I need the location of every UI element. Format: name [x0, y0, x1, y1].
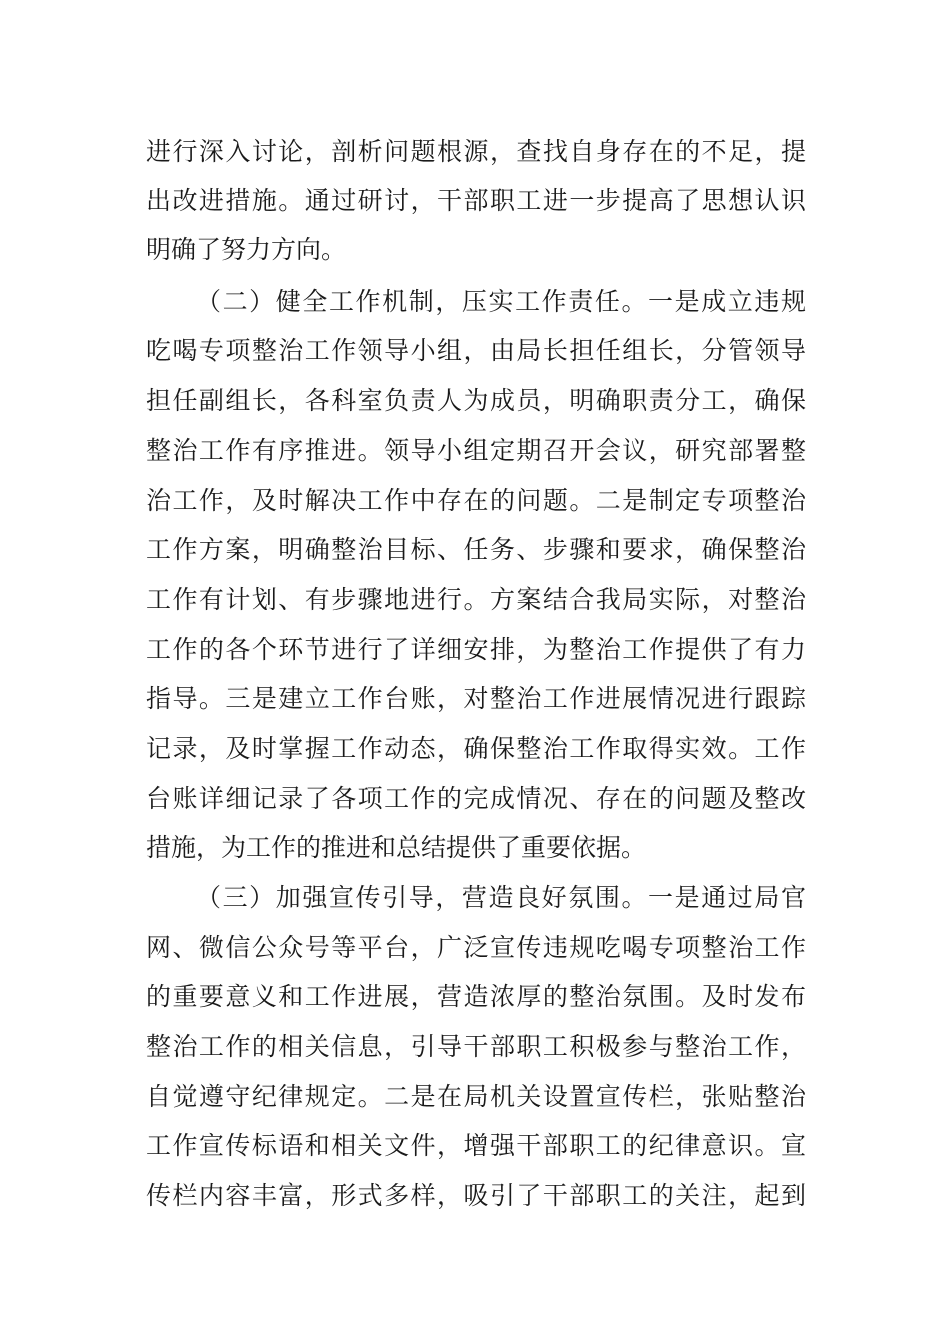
text-line: 记录，及时掌握工作动态，确保整治工作取得实效。工作 [146, 734, 806, 763]
text-line: 治工作，及时解决工作中存在的问题。二是制定专项整治 [146, 486, 806, 515]
text-line: 明确了努力方向。 [146, 235, 347, 264]
text-line: 传栏内容丰富，形式多样，吸引了干部职工的关注，起到 [146, 1181, 806, 1210]
text-line: 吃喝专项整治工作领导小组，由局长担任组长，分管领导 [146, 336, 806, 365]
text-line: 措施，为工作的推进和总结提供了重要依据。 [146, 833, 647, 862]
text-line: 整治工作有序推进。领导小组定期召开会议，研究部署整 [146, 436, 806, 465]
text-line: 指导。三是建立工作台账，对整治工作进展情况进行跟踪 [146, 684, 806, 713]
text-line: 整治工作的相关信息，引导干部职工积极参与整治工作， [146, 1032, 806, 1061]
text-line: 工作有计划、有步骤地进行。方案结合我局实际，对整治 [146, 585, 806, 614]
text-line: 进行深入讨论，剖析问题根源，查找自身存在的不足，提 [146, 137, 806, 166]
text-line: 出改进措施。通过研讨，干部职工进一步提高了思想认识 [146, 186, 806, 215]
text-line: 的重要意义和工作进展，营造浓厚的整治氛围。及时发布 [146, 982, 806, 1011]
section-heading-line: （二）健全工作机制，压实工作责任。一是成立违规 [196, 287, 806, 316]
text-line: 工作方案，明确整治目标、任务、步骤和要求，确保整治 [146, 535, 806, 564]
text-line: 台账详细记录了各项工作的完成情况、存在的问题及整改 [146, 784, 806, 813]
text-line: 自觉遵守纪律规定。二是在局机关设置宣传栏，张贴整治 [146, 1082, 806, 1111]
text-line: 担任副组长，各科室负责人为成员，明确职责分工，确保 [146, 386, 806, 415]
text-line: 网、微信公众号等平台，广泛宣传违规吃喝专项整治工作 [146, 933, 806, 962]
section-heading-line: （三）加强宣传引导，营造良好氛围。一是通过局官 [196, 883, 806, 912]
text-line: 工作的各个环节进行了详细安排，为整治工作提供了有力 [146, 635, 806, 664]
text-line: 工作宣传标语和相关文件，增强干部职工的纪律意识。宣 [146, 1131, 806, 1160]
